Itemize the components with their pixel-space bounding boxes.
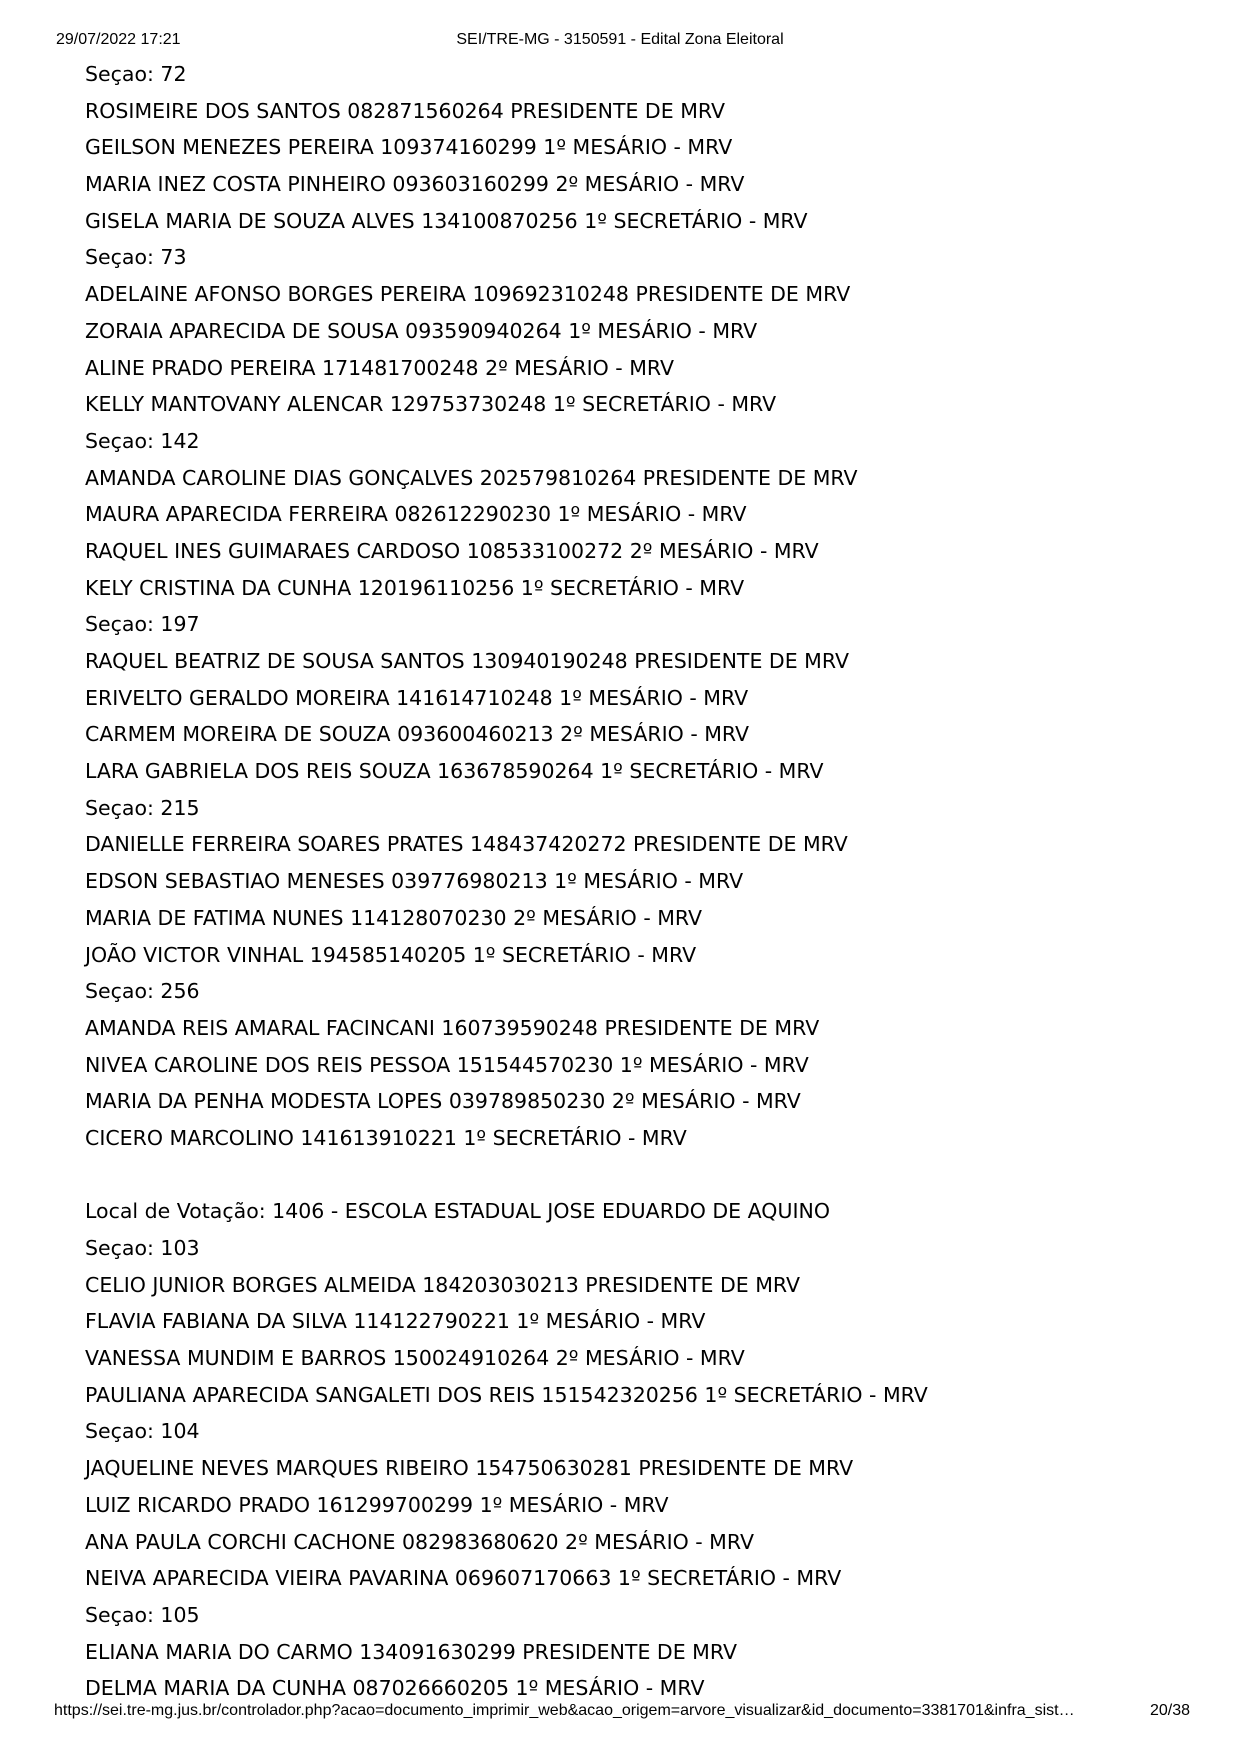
text-line: GISELA MARIA DE SOUZA ALVES 134100870256 1º SECRETÁRIO - MRV bbox=[85, 208, 808, 233]
text-line: MARIA DA PENHA MODESTA LOPES 039789850230 2º MESÁRIO - MRV bbox=[85, 1089, 801, 1114]
section-heading: Seçao: 103 bbox=[85, 1236, 200, 1260]
text-line: ELIANA MARIA DO CARMO 134091630299 PRESIDENTE DE MRV bbox=[85, 1639, 738, 1664]
section-heading: Seçao: 197 bbox=[85, 612, 200, 637]
text-line: CARMEM MOREIRA DE SOUZA 093600460213 2º MESÁRIO - MRV bbox=[85, 722, 750, 747]
text-line: ZORAIA APARECIDA DE SOUSA 093590940264 1º MESÁRIO - MRV bbox=[85, 318, 758, 343]
text-line: MARIA DE FATIMA NUNES 114128070230 2º MESÁRIO - MRV bbox=[85, 905, 703, 930]
section-heading: Seçao: 256 bbox=[85, 979, 200, 1004]
text-line: NIVEA CAROLINE DOS REIS PESSOA 151544570230 1º MESÁRIO - MRV bbox=[85, 1052, 809, 1077]
text-line: FLAVIA FABIANA DA SILVA 114122790221 1º MESÁRIO - MRV bbox=[85, 1309, 706, 1334]
text-line: CICERO MARCOLINO 141613910221 1º SECRETÁRIO - MRV bbox=[85, 1125, 687, 1150]
text-line: NEIVA APARECIDA VIEIRA PAVARINA 069607170663 1º SECRETÁRIO - MRV bbox=[85, 1566, 842, 1591]
text-line: JAQUELINE NEVES MARQUES RIBEIRO 154750630281 PRESIDENTE DE MRV bbox=[85, 1456, 854, 1481]
text-line: RAQUEL BEATRIZ DE SOUSA SANTOS 130940190248 PRESIDENTE DE MRV bbox=[85, 649, 850, 673]
text-line: KELLY MANTOVANY ALENCAR 129753730248 1º SECRETÁRIO - MRV bbox=[85, 392, 777, 417]
text-line: RAQUEL INES GUIMARAES CARDOSO 108533100272 2º MESÁRIO - MRV bbox=[85, 538, 819, 563]
text-line: ANA PAULA CORCHI CACHONE 082983680620 2º MESÁRIO - MRV bbox=[85, 1529, 755, 1554]
print-datetime: 29/07/2022 17:21 bbox=[56, 31, 181, 48]
text-line: CELIO JUNIOR BORGES ALMEIDA 184203030213 PRESIDENTE DE MRV bbox=[85, 1272, 801, 1297]
page-number: 20/38 bbox=[1149, 1702, 1190, 1719]
text-line: KELY CRISTINA DA CUNHA 120196110256 1º SECRETÁRIO - MRV bbox=[85, 575, 745, 600]
document-title: SEI/TRE-MG - 3150591 - Edital Zona Eleitoral bbox=[456, 31, 784, 48]
text-line: GEILSON MENEZES PEREIRA 109374160299 1º MESÁRIO - MRV bbox=[85, 135, 733, 160]
document-body bbox=[85, 56, 1185, 1707]
text-line: MAURA APARECIDA FERREIRA 082612290230 1º MESÁRIO - MRV bbox=[85, 502, 747, 527]
section-heading: Seçao: 142 bbox=[85, 428, 200, 453]
text-line: MARIA INEZ COSTA PINHEIRO 093603160299 2º MESÁRIO - MRV bbox=[85, 172, 745, 197]
section-heading: Seçao: 73 bbox=[85, 245, 187, 270]
text-line: DANIELLE FERREIRA SOARES PRATES 148437420272 PRESIDENTE DE MRV bbox=[85, 832, 848, 857]
text-line: AMANDA REIS AMARAL FACINCANI 160739590248 PRESIDENTE DE MRV bbox=[85, 1015, 820, 1040]
polling-place-heading: Local de Votação: 1406 - ESCOLA ESTADUAL JOSE EDUARDO DE AQUINO bbox=[85, 1199, 830, 1224]
text-line: LARA GABRIELA DOS REIS SOUZA 163678590264 1º SECRETÁRIO - MRV bbox=[85, 759, 824, 784]
text-line: PAULIANA APARECIDA SANGALETI DOS REIS 151542320256 1º SECRETÁRIO - MRV bbox=[85, 1382, 928, 1407]
text-line: ROSIMEIRE DOS SANTOS 082871560264 PRESIDENTE DE MRV bbox=[85, 98, 726, 123]
text-line: AMANDA CAROLINE DIAS GONÇALVES 202579810264 PRESIDENTE DE MRV bbox=[85, 465, 858, 490]
text-line: LUIZ RICARDO PRADO 161299700299 1º MESÁRIO - MRV bbox=[85, 1492, 669, 1517]
text-line: VANESSA MUNDIM E BARROS 150024910264 2º MESÁRIO - MRV bbox=[85, 1346, 745, 1371]
text-line: DELMA MARIA DA CUNHA 087026660205 1º MESÁRIO - MRV bbox=[85, 1676, 705, 1701]
footer-url: https://sei.tre-mg.jus.br/controlador.php?acao=documento_imprimir_web&acao_origem=arvore_visualizar&id_documento=3381701&infra_sist… bbox=[54, 1702, 1075, 1719]
section-heading: Seçao: 215 bbox=[85, 795, 200, 820]
section-heading: Seçao: 104 bbox=[85, 1419, 200, 1444]
text-line: EDSON SEBASTIAO MENESES 039776980213 1º MESÁRIO - MRV bbox=[85, 869, 744, 894]
text-line: ADELAINE AFONSO BORGES PEREIRA 109692310248 PRESIDENTE DE MRV bbox=[85, 282, 851, 307]
blank-line bbox=[85, 1157, 1185, 1194]
text-line: JOÃO VICTOR VINHAL 194585140205 1º SECRETÁRIO - MRV bbox=[85, 942, 697, 967]
section-heading: Seçao: 72 bbox=[85, 62, 187, 86]
section-heading: Seçao: 105 bbox=[85, 1602, 200, 1627]
text-line: ALINE PRADO PEREIRA 171481700248 2º MESÁRIO - MRV bbox=[85, 355, 675, 380]
text-line: ERIVELTO GERALDO MOREIRA 141614710248 1º MESÁRIO - MRV bbox=[85, 685, 749, 710]
